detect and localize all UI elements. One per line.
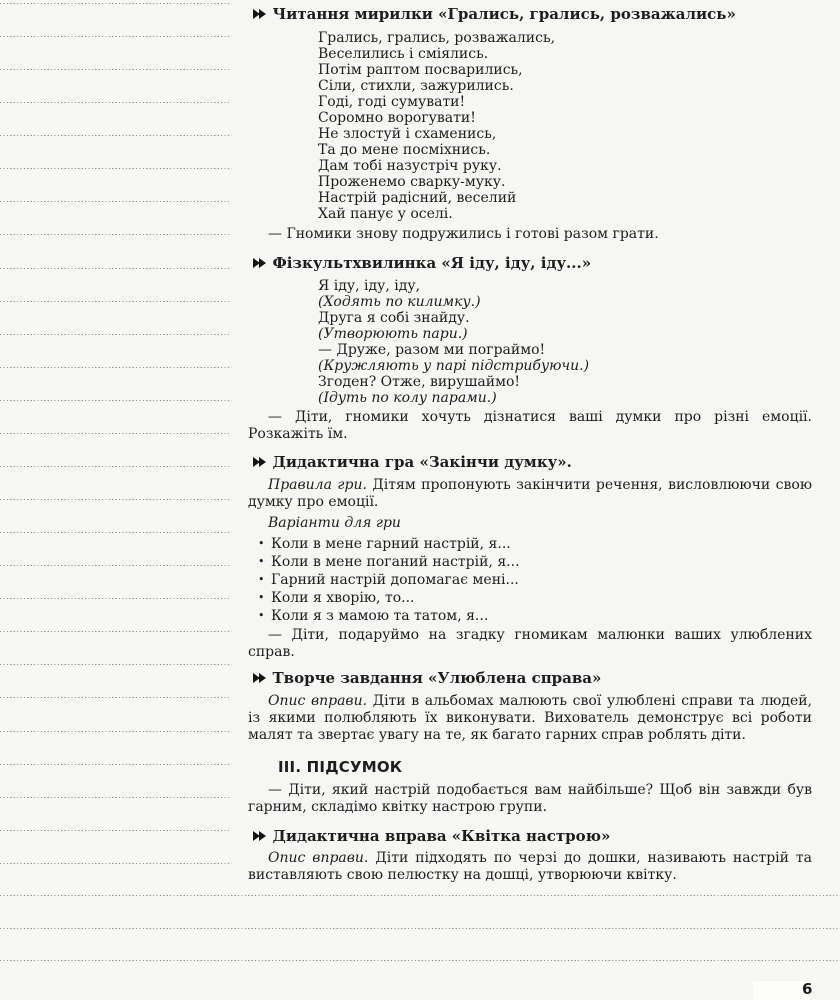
poem-line: Не злостуй і схаменись, — [318, 126, 497, 142]
stage-direction: (Ходять по килимку.) — [318, 294, 481, 310]
activity-title: Дидактична вправа «Квітка настрою» — [272, 827, 611, 845]
activity-heading-game — [248, 453, 812, 471]
paragraph-text: Дітям пропонують закінчити речення, висловлюючи свою думку про емоції. — [248, 477, 813, 510]
page-number: 6 — [802, 980, 813, 998]
ruled-line — [0, 928, 838, 930]
teacher-line: — Діти, який настрій подобається вам найбільше? Щоб він завжди був гарним, складімо квітку настрою групи. — [248, 782, 812, 815]
poem-line: Потім раптом посварились, — [318, 62, 523, 78]
poem-line: Друга я собі знайду. — [318, 310, 470, 326]
poem-line: Соромно ворогувати! — [318, 110, 476, 126]
poem-mirilka — [318, 30, 812, 222]
activity-title: Дидактична гра «Закінчи думку». — [272, 453, 572, 471]
teacher-line: — Гномики знову подружились і готові разом грати. — [268, 226, 659, 242]
activity-heading-creative — [248, 669, 812, 687]
ruled-line — [0, 960, 838, 962]
double-arrow-icon — [253, 9, 266, 19]
exercise-description — [248, 693, 812, 744]
activity-title: Читання мирилки «Грались, грались, розважались» — [272, 5, 736, 23]
double-arrow-icon — [253, 831, 266, 841]
section-heading-summary: ІІІ. ПІДСУМОК — [278, 758, 403, 776]
double-arrow-icon — [253, 457, 266, 467]
stage-direction: (Ідуть по колу парами.) — [318, 390, 497, 406]
list-item: • Гарний настрій допомагає мені... — [248, 571, 812, 589]
poem-line: Хай панує у оселі. — [318, 206, 453, 222]
lesson-content — [248, 0, 812, 884]
poem-line: Я іду, іду, іду, — [318, 278, 421, 294]
variants-label: Варіанти для гри — [268, 515, 401, 531]
list-item: • Коли я хворію, то... — [248, 589, 812, 607]
activity-heading-flower — [248, 827, 812, 845]
poem-line: Сіли, стихли, зажурились. — [318, 78, 514, 94]
stage-direction: (Утворюють пари.) — [318, 326, 468, 342]
activity-title: Фізкультхвилинка «Я іду, іду, іду...» — [272, 254, 592, 272]
poem-line: Згоден? Отже, вирушаймо! — [318, 374, 521, 390]
poem-line: Дам тобі назустріч руку. — [318, 158, 502, 174]
paragraph-lead: Опис вправи. — [268, 693, 368, 709]
stage-direction: (Кружляють у парі підстрибуючи.) — [318, 358, 590, 374]
paragraph-lead: Правила гри. — [268, 477, 367, 493]
page-number-box — [753, 981, 809, 1000]
exercise-description — [248, 850, 812, 884]
game-variants-list — [248, 535, 812, 625]
poem-line: Веселились і сміялись. — [318, 46, 489, 62]
list-item: • Коли я з мамою та татом, я... — [248, 607, 812, 625]
paragraph-text: Діти підходять по черзі до дошки, називають настрій та виставляють свою пелюстку на дошці, утворюючи квітку. — [248, 850, 813, 883]
activity-heading-reading — [248, 5, 812, 23]
activity-heading-fizkult — [248, 254, 812, 272]
game-rules — [248, 477, 812, 511]
poem-line: Проженемо сварку-муку. — [318, 174, 506, 190]
double-arrow-icon — [253, 673, 266, 683]
double-arrow-icon — [253, 258, 266, 268]
list-item: • Коли в мене гарний настрій, я... — [248, 535, 812, 553]
poem-line: Настрій радісний, веселий — [318, 190, 517, 206]
poem-line: Грались, грались, розважались, — [318, 30, 556, 46]
teacher-line: — Діти, подаруймо на згадку гномикам малюнки ваших улюблених справ. — [248, 627, 812, 660]
paragraph-text: Діти в альбомах малюють свої улюблені справи та людей, із якими полюбляють їх виконувати. Вихователь демонструє всі роботи малят та звертає увагу на те, як багато гарних справ роблять діти. — [248, 693, 813, 743]
poem-line: Годі, годі сумувати! — [318, 94, 466, 110]
poem-line: Та до мене посміхнись. — [318, 142, 491, 158]
paragraph-lead: Опис вправи. — [268, 850, 369, 866]
poem-fizkult — [318, 278, 812, 406]
activity-title: Творче завдання «Улюблена справа» — [272, 669, 602, 687]
teacher-line: — Діти, гномики хочуть дізнатися ваші думки про різні емоції. Розкажіть їм. — [248, 409, 812, 442]
poem-line: — Друже, разом ми пограймо! — [318, 342, 546, 358]
list-item: • Коли в мене поганий настрій, я... — [248, 553, 812, 571]
ruled-line — [0, 895, 838, 897]
